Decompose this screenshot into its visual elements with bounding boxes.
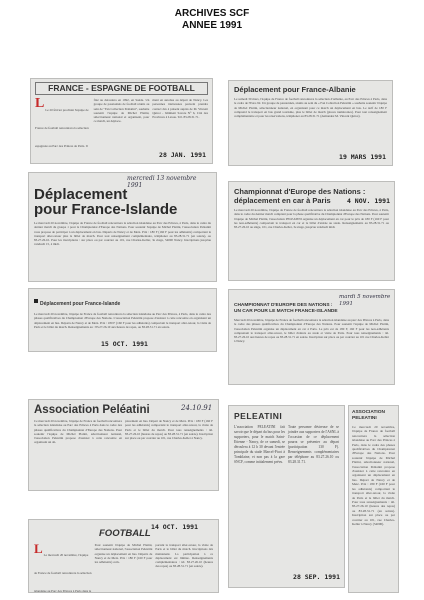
clipping-text: Le mercredi 20 novembre, l'équipe de France de football rencontrera la sélection islandaise au Parc des Princes, à Paris, dans le cadre des phases qualificatives du Championnat d'Europe des Nations. L'association Peléatini propose d'assister à cette rencontre en organisant un déplacement en bus. Départs de Nancy et de Metz. Prix : 180 F (160 F pour les adhérents) comportant le transport aller-retour, la visite de Paris et le billet du match. Renseignements au : 83.27.26.10 aux heures de repas, ou 83.28.31.71 en soirée. [34,312,211,329]
clipping-text: Le samedi 30 mars, l'équipe de France de football rencontrera la sélection d'Albanie, au Parc des Princes à Paris, dans le cadre de l'Euro 92. Un groupe de passionnés, réunis au sein du « Fan Collection Peléatini » souhaite soutenir l'équipe de Michel Platini, sélectionneur national, en organisant pour ce match un déplacement en bus. Le tarif de 180 F comprend le transport en bus grand tourisme, plus le billet de match (places numérotées). Pour tout renseignement complémentaire et pour les réservations, téléphoner au 83.28.31.71 (demandez M. Vincent Quirot). [234,97,387,119]
headline-line: ASSOCIATION [352,410,385,415]
clipping-headline: PELEATINI [234,411,283,421]
clipping-headline-row [34,292,211,310]
clipping-headline: FOOTBALL [99,528,151,539]
clipping-football [28,519,219,593]
clipping-association-peleatini-narrow [348,405,399,593]
page-subtitle: ANNEE 1991 [181,20,243,31]
clipping-text: Le mercredi 20 novembre, l'équipe de France de football rencontrera la sélection islandaise au Parc des Princes, à Paris, dans le cadre du dernier match du groupe 1 pour le Championnat d'Europe des Nations. Pour soutenir l'équipe de Michel Platini, l'Association Peléatini vous propose de participer à un déplacement en bus. Départs de Nancy et de Metz. Prix : 180 F (160 F pour les adhérents) comportant le transport aller-retour plus le billet de match. Pour tout renseignement complémentaire, téléphoner au 83.28.31.71 (en soirée), ou 83.27.26.10. Pour les inscriptions : sur place ou par courrier au 101, rue Charles-Keller, 3e étage, 54000 Nancy. Inscriptions jusqu'au vendredi 15, à midi. [34,221,211,247]
clipping-france-albanie [228,80,393,166]
headline-line: Championnat d'Europe des Nations : [234,187,366,196]
clipping-headline: Déplacement pour France-Islande [40,301,121,307]
clipping-column [35,98,91,164]
clipping-championnat-car-paris [228,181,395,281]
clipping-headline: Association Peléatini [34,404,150,416]
clipping-column [34,543,92,593]
handwritten-date: mardi 5 novembre 1991 [339,294,391,307]
drop-cap-letter: L [35,96,45,111]
clipping-deplacement-france-islande [28,172,217,282]
headline-line: Déplacement [34,186,128,203]
clipping-text: Pour soutenir l'équipe de Michel Platini, sélectionneur national, l'association Peléatini organise un déplacement en bus. Départs de Nancy et de Metz. Prix : 180 F (160 F pour les adhérents) com- [94,543,153,565]
clipping-text: L'association PELEATINI fait savoir que le départ du bus pour les supporters, pour le match Saint-Etienne - Nancy, de ce samedi, se déroulera à 12 h 30 devant l'entrée principale du stade Marcel-Picot à Tomblaine, et non pas à la gare SNCF, comme initialement prévu. [234,425,285,464]
clipping-text: fixé au déroulera en 1992, en Suède. Un groupe de passionnés de football réunis au sein de "Fan Collection Peléatini", souhaite soutenir l'équipe de Michel Platini, sélectionneur national et organisent, pour ce match, un déplace- [93,98,150,124]
clipping-association-peleatini [28,399,219,491]
date-stamp: 19 MARS 1991 [339,153,386,161]
clipping-france-islande-small [28,288,217,352]
date-stamp: 28 SEP. 1991 [293,573,340,581]
headline-line: PELEATINI [352,416,377,421]
clipping-headline: FRANCE - ESPAGNE DE FOOTBALL [35,82,208,95]
clipping-text: ment en autobus au départ de Nancy. Les personnes intéressées peuvent prendre contact dès à présent auprès de M. Vincent Quirot - bâtiment Savoie N° 6, Cité des Provinces à Laxou. Tél. 83.28.31.71. [152,98,209,120]
date-stamp: 15 OCT. 1991 [101,340,148,348]
clipping-text: Le mercredi 20 novembre, l'équipe de France de football rencontrera la sélection islandaise au Parc des Princes à Paris dans le [34,553,92,593]
headline-line: UN CAR POUR LE MATCH FRANCE-ISLANDE [234,309,338,314]
clipping-text: placement en bus. Départ de Nancy et de Metz. Prix : 180 F (160 F pour les adhérents) comportant le transport aller-retour, la visite de Paris et le billet du match. Pour tous renseignements : tél. 83.27.26.10 (heures de repas) ou 83.28.31.71 (en soirée). Inscription sur place ou par courrier au 101, rue Charles-Keller à Nancy. [125,419,213,441]
clipping-headline: Déplacement pour France-Albanie [234,85,356,94]
clipping-france-espagne [30,78,213,164]
clipping-text: Le 20 février prochain l'équipe de France de football rencontrera la sélection espagnole au Parc des Princes de Paris. Il s'agira du deuxième des phases [35,108,89,164]
headline-line: CHAMPIONNAT D'EUROPE DES NATIONS : [234,303,333,308]
clipping-text: Toute personne désireuse de se joindre aux supporters de l'ASNL à l'occasion de ce déplacement pourra se présenter au départ (participation 130 F). Renseignements complémentaires par téléphone au 83.27.26.10 ou 83.28.31.71. [288,425,339,464]
date-stamp: 28 JAN. 1991 [159,151,206,159]
handwritten-date: mercredi 13 novembre 1991 [127,175,197,189]
clipping-text: portant le transport aller-retour, la visite de Paris et le billet du match. Inscriptions dès maintenant. La participation à ce déplacement est limitée. Renseignements complémentaires : tél. 83.27.26.10 (heures des repas) ou 83.28.31.71 (en soirée). [155,543,214,569]
clipping-text: Mercredi 20 novembre, l'équipe de France de football rencontrera la sélection islandaise au parc des Princes à Paris, dans le cadre des phases qualificatives du Championnat d'Europe des Nations. Pour soutenir l'équipe de Michel Platini, l'association Peléatini organise un déplacement en car à Paris. Le prix est de 180 F, 160 F pour les non-adhérents comprenant le transport aller-retour, le billet d'entrée au stade et visite de Paris. Pour tous renseignements : tél. 83.27.26.10 aux heures de repas ou 83.28.31.71 en soirée. Inscription sur place ou par courrier au 101 rue Charles-Keller à Nancy. [234,318,389,344]
clipping-un-car-france-islande [228,289,395,385]
clipping-headline [352,410,395,422]
clipping-headline [34,187,211,217]
drop-cap-letter: L [34,541,43,556]
page-header [0,8,424,32]
clipping-text: Le mercredi 20 novembre, l'équipe de France de football rencontrera la sélection islandaise au Parc des Princes, à Paris, dans le cadre du dernier match comptant pour la phase qualificative du Championnat d'Europe des Nations. Pour soutenir l'équipe de Michel Platini, l'association PELEATINI organise un déplacement en car pour le prix de 180 F (160 F pour les non-adhérents) comportant le transport en car et le billet d'entrée au stade. Renseignements au 83.28.31.71 ou 83.27.26.10 au siège, 101, rue Charles-Keller, 3e étage, jusqu'au vendredi midi. [234,208,389,230]
date-stamp: 4 NOV. 1991 [346,197,390,205]
date-stamp: 14 OCT. 1991 [151,523,198,531]
bullet-square-icon [34,299,38,303]
clipping-text: Ce mercredi 20 novembre, l'équipe de France de football rencontrera la sélection islandaise au Parc des Princes à Paris, dans le cadre des phases qualificatives du Championnat d'Europe des Nations. Pour soutenir l'équipe de Michel Platini, sélectionneur national, l'association Peléatini propose d'assister à cette rencontre en organisant un déplacement en bus. Départ de Nancy et de Metz. Prix : 180 F (160 F pour les adhérents) comportant le transport aller-retour, la visite de Paris et le billet du match. Pour tous renseignements : tél. 83.27.26.10 (heures des repas) ou 83.28.31.71 (en soirée). Inscription sur place ou par courrier au 101, rue Charles-Keller à Nancy (54000). [352,425,395,526]
headline-line: déplacement en car à Paris [234,196,331,205]
handwritten-date: 24.10.91 [181,404,213,412]
clipping-peleatini [228,405,345,588]
page-title: ARCHIVES SCF [174,8,250,19]
clipping-text: Ce mercredi 20 novembre, l'équipe de France de football rencontrera la sélection islandaise au Parc des Princes à Paris dans le cadre des phases qualificatives du Championnat d'Europe des Nations. Pour soutenir l'équipe de Michel Platini, sélectionneur national, l'association Peléatini propose d'assister à cette rencontre en organisant un dé- [34,419,122,445]
headline-line: pour France-Islande [34,201,178,218]
